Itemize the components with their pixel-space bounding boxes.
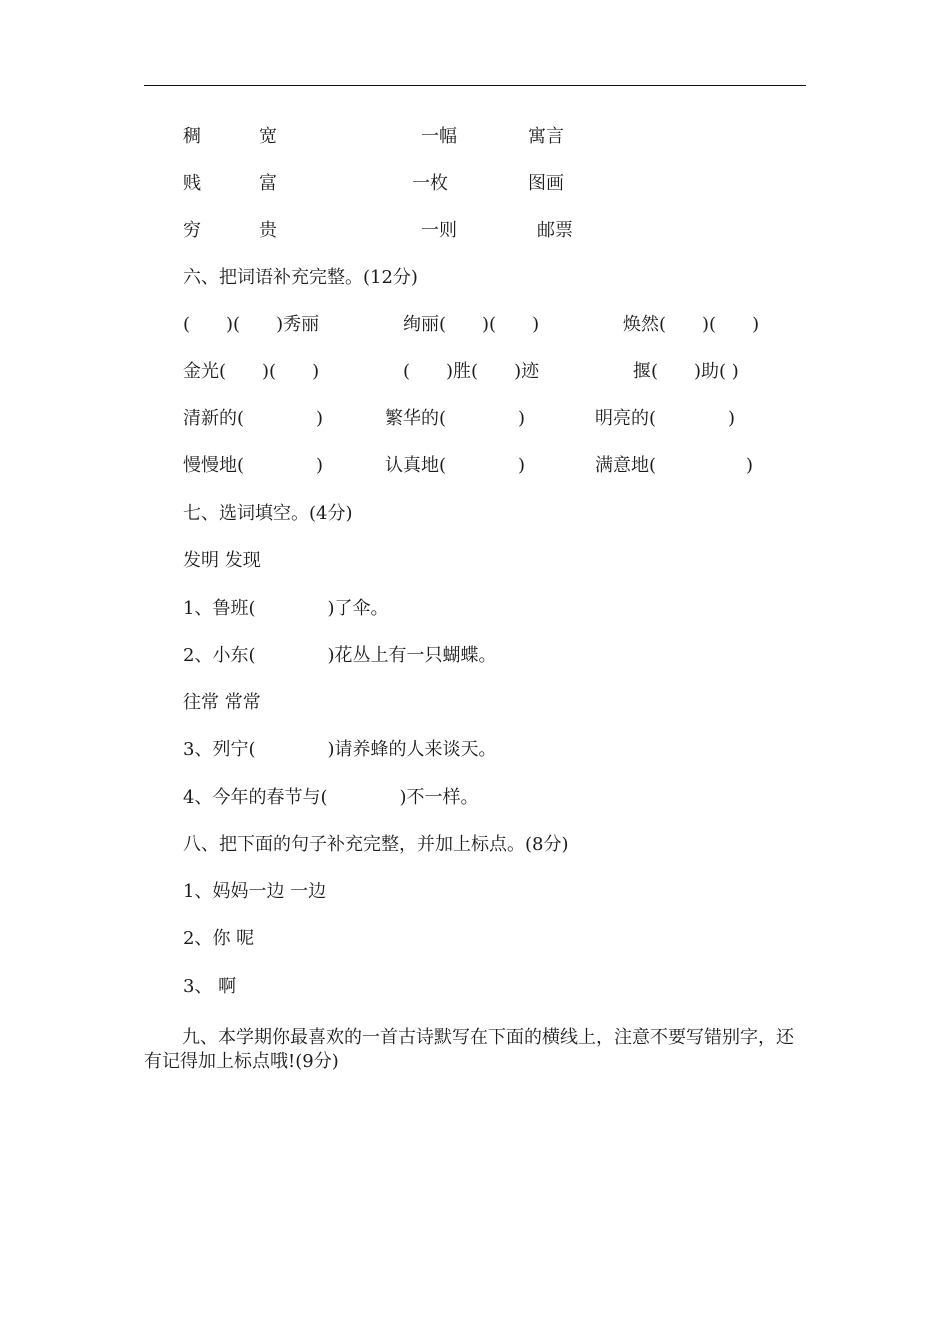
word-choices: 往常 常常	[183, 692, 261, 713]
fill-item: 焕然( )( )	[623, 314, 760, 335]
fill-item: ( )( )秀丽	[183, 314, 320, 335]
fill-item: 清新的( )	[183, 408, 324, 429]
fill-item: 金光( )( )	[183, 361, 320, 382]
fill-item: 认真地( )	[385, 455, 526, 476]
question: 2、你 呢	[183, 928, 255, 949]
section-7-heading: 七、选词填空。(4分)	[183, 503, 353, 524]
fill-item: 绚丽( )( )	[403, 314, 540, 335]
match-word: 穷	[183, 220, 201, 241]
fill-item: 明亮的( )	[595, 408, 736, 429]
fill-item: 满意地( )	[595, 455, 754, 476]
fill-item: 揠( )助( )	[633, 361, 739, 382]
match-word: 一枚	[412, 173, 448, 194]
section-9-paragraph: 九、本学期你最喜欢的一首古诗默写在下面的横线上，注意不要写错别字，还有记得加上标点哦!(9分)	[144, 1027, 794, 1072]
match-word: 寓言	[528, 126, 564, 147]
fill-item: 慢慢地( )	[183, 455, 324, 476]
section-8-heading: 八、把下面的句子补充完整，并加上标点。(8分)	[183, 834, 569, 855]
match-word: 图画	[528, 173, 564, 194]
fill-item: 繁华的( )	[385, 408, 526, 429]
match-word: 贵	[259, 220, 277, 241]
match-word: 稠	[183, 126, 201, 147]
match-word: 邮票	[537, 220, 573, 241]
question: 4、今年的春节与( )不一样。	[183, 787, 479, 808]
match-word: 宽	[259, 126, 277, 147]
word-choices: 发明 发现	[183, 550, 261, 571]
match-word: 一则	[421, 220, 457, 241]
match-word: 一幅	[421, 126, 457, 147]
question: 3、 啊	[183, 976, 237, 997]
match-word: 富	[259, 173, 277, 194]
match-word: 贱	[183, 173, 201, 194]
question: 2、小东( )花丛上有一只蝴蝶。	[183, 645, 497, 666]
question: 1、鲁班( )了伞。	[183, 598, 389, 619]
header-rule	[144, 85, 806, 86]
fill-item: ( )胜( )迹	[403, 361, 540, 382]
question: 1、妈妈一边 一边	[183, 881, 327, 902]
section-6-heading: 六、把词语补充完整。(12分)	[183, 267, 418, 288]
question: 3、列宁( )请养蜂的人来谈天。	[183, 739, 497, 760]
